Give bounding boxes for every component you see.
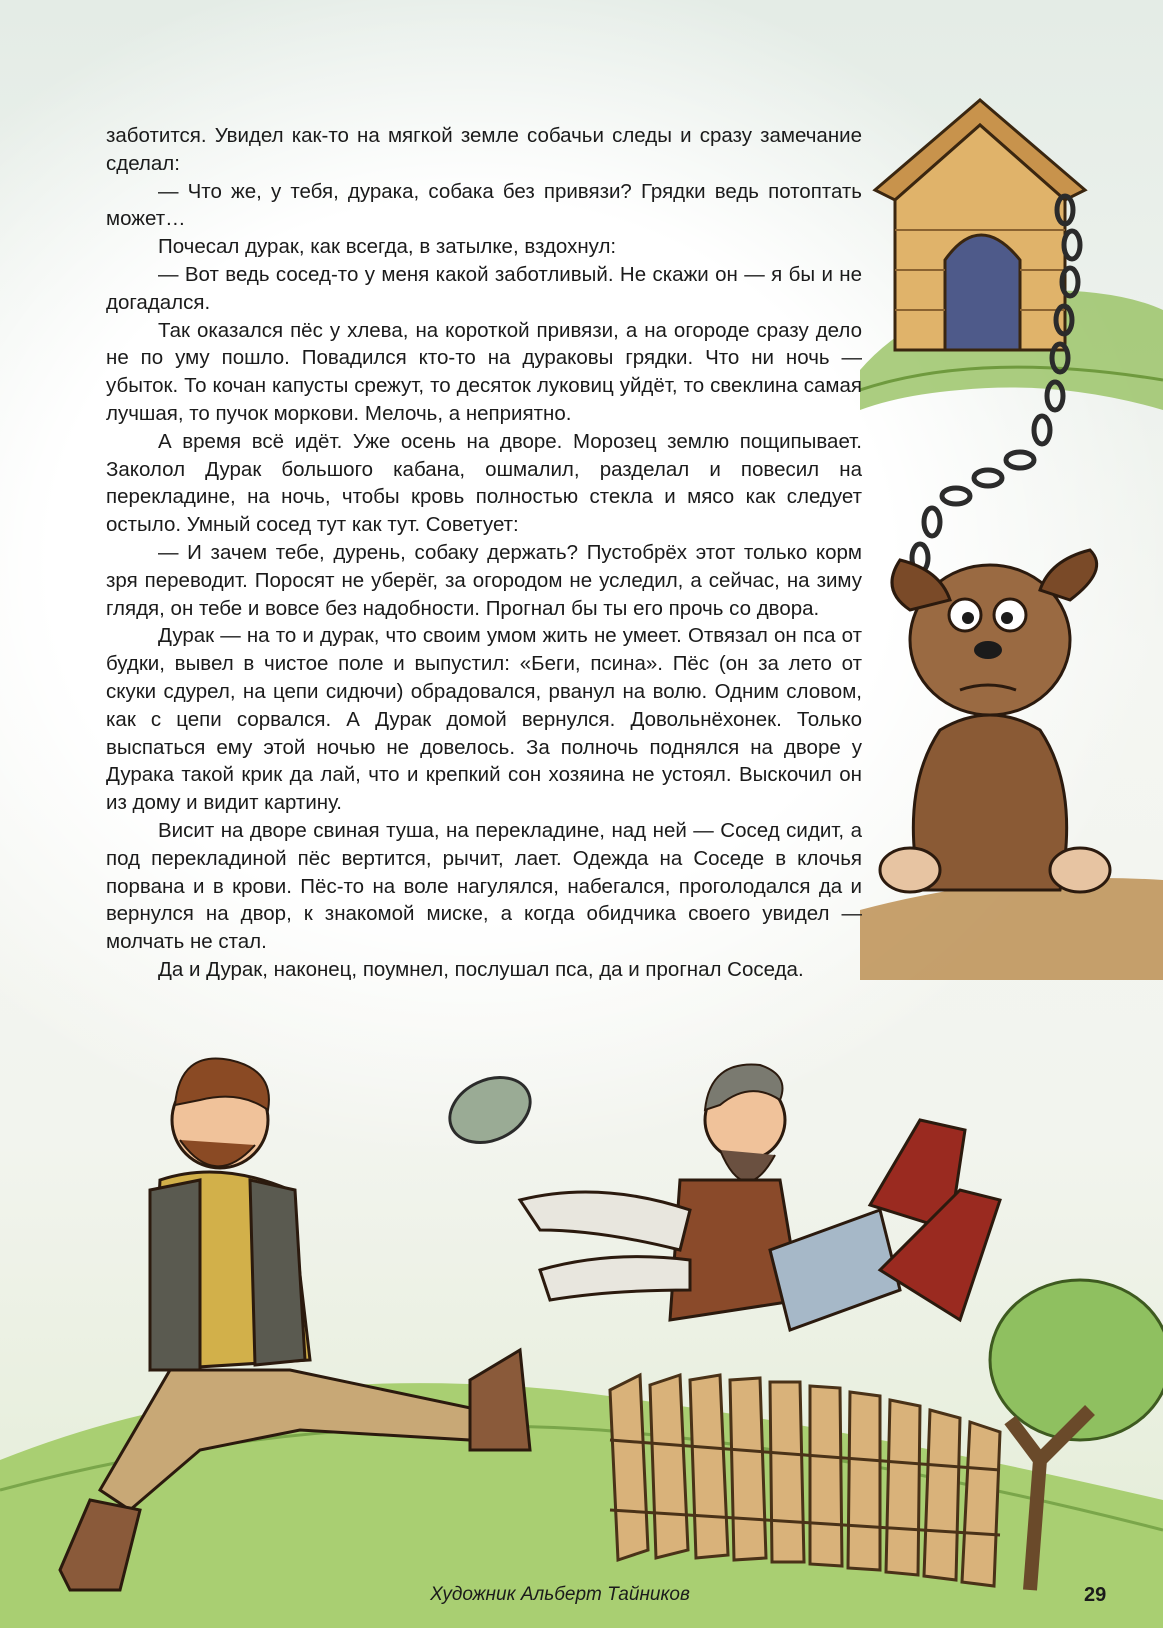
- paragraph: Да и Дурак, наконец, поумнел, послушал пса, да и прогнал Соседа.: [158, 957, 804, 981]
- flying-hat: [439, 1065, 540, 1155]
- paragraph: заботится. Увидел как-то на мягкой земле собачьи следы и сразу замечание сделал:: [106, 124, 862, 175]
- dog: [880, 550, 1110, 892]
- page-number: 29: [1084, 1584, 1107, 1606]
- paragraph: — Вот ведь сосед-то у меня какой заботливый. Не скажи он — я бы и не догадался.: [106, 262, 862, 314]
- bottom-illustration: [0, 1030, 1163, 1628]
- dog-house-illustration: [860, 50, 1163, 980]
- paragraph: А время всё идёт. Уже осень на дворе. Морозец землю пощипывает. Заколол Дурак большого кабана, ошмалил, разделал и повесил на перекладине, на ночь, чтобы кровь полностью стекла и мясо как следует остыло. Умный сосед тут как тут. Советует:: [106, 429, 862, 537]
- paragraph: Так оказался пёс у хлева, на короткой привязи, а на огороде сразу дело не по уму пошло. Повадился кто-то на дураковы грядки. Что ни ночь — убыток. То кочан капусты срежут, то десяток луковиц уйдёт, то свеклина самая лучшая, то пучок моркови. Мелочь, а неприятно.: [106, 318, 862, 425]
- illustrator-caption: Художник Альберт Тайников: [430, 1584, 690, 1605]
- story-text: [106, 122, 862, 984]
- paragraph: — Что же, у тебя, дурака, собака без привязи? Грядки ведь потоптать может…: [106, 179, 862, 231]
- paragraph: — И зачем тебе, дурень, собаку держать? Пустобрёх этот только корм зря переводит. Поросят не уберёг, за огородом не уследил, а сейчас, на зиму глядя, он тебе и вовсе без надобности. Прогнал бы ты его прочь со двора.: [106, 540, 862, 620]
- dog-house: [875, 100, 1085, 350]
- paragraph: Висит на дворе свиная туша, на перекладине, над ней — Сосед сидит, а под перекладиной пёс вертится, рычит, лает. Одежда на Соседе в клочья порвана и в крови. Пёс-то на воле нагулялся, набегался, проголодался да и вернулся на двор, к знакомой миске, а когда обидчика своего увидел — молчать не стал.: [106, 818, 862, 954]
- paragraph: Дурак — на то и дурак, что своим умом жить не умеет. Отвязал он пса от будки, вывел в чистое поле и выпустил: «Беги, псина». Пёс (он за лето от скуки сдурел, на цепи сидючи) обрадовался, рванул на волю. Одним словом, как с цепи сорвался. А Дурак домой вернулся. Довольнёхонек. Только выспаться ему этой ночью не довелось. За полночь поднялся на дворе у Дурака такой крик да лай, что и крепкий сон хозяина не устоял. Выскочил он из дому и видит картину.: [106, 624, 862, 815]
- neighbor-character: [520, 1065, 1000, 1330]
- paragraph: Почесал дурак, как всегда, в затылке, вздохнул:: [158, 235, 617, 259]
